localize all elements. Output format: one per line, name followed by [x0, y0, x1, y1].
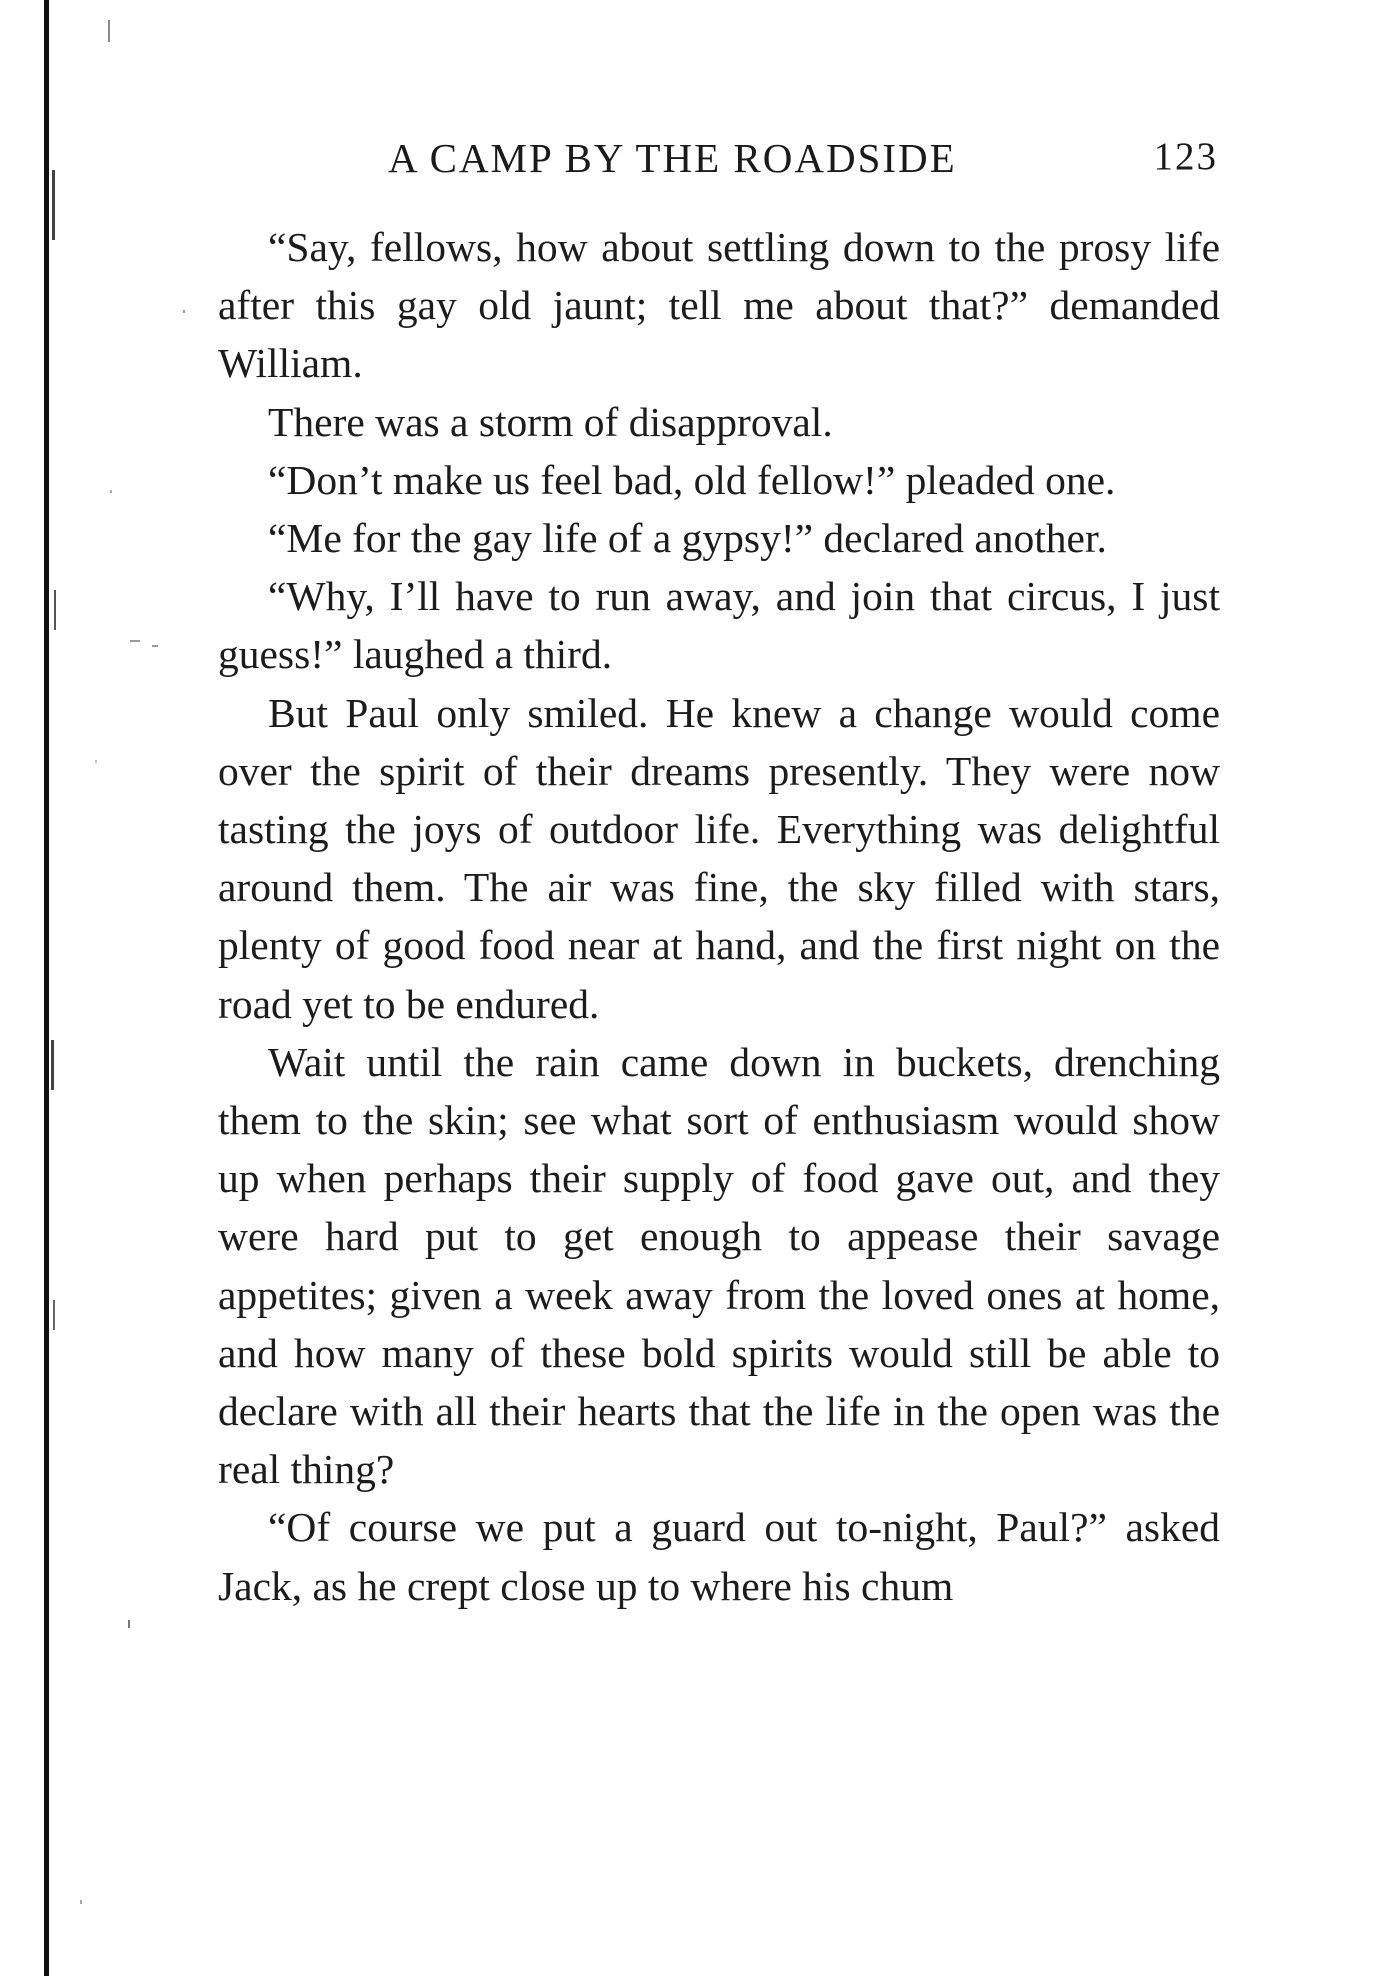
scan-specks [0, 0, 200, 1976]
paragraph: “Don’t make us feel bad, old fellow!” pleaded one. [268, 456, 1116, 503]
paragraph: Wait until the rain came down in buckets, drenching them to the skin; see what sort of enthusiasm would show up when perhaps their supply of food gave out, and they were hard put to get enough to appease their savage appetites; given a week away from the loved ones at home, and how many of these bold spirits would still be able to declare with all their hearts that the life in the open was the real thing? [218, 1038, 1220, 1493]
paragraph: There was a storm of disapproval. [268, 398, 833, 445]
body-text [218, 218, 1220, 1615]
paragraph: “Say, fellows, how about settling down to the prosy life after this gay old jaunt; tell me about that?” demanded William. [218, 224, 1220, 387]
page-number: 123 [1153, 135, 1218, 178]
paragraph: “Me for the gay life of a gypsy!” declared another. [268, 515, 1107, 562]
paragraph: “Of course we put a guard out to-night, Paul?” asked Jack, as he crept close up to where his chum [218, 1504, 1220, 1609]
running-head-title: A CAMP BY THE ROADSIDE [388, 135, 957, 181]
paragraph: But Paul only smiled. He knew a change would come over the spirit of their dreams presently. They were now tasting the joys of outdoor life. Everything was delightful around them. The air was fine, the sky filled with stars, plenty of good food near at hand, and the first night on the road yet to be endured. [218, 689, 1220, 1027]
running-head [218, 134, 1218, 194]
paragraph: “Why, I’ll have to run away, and join that circus, I just guess!” laughed a third. [218, 573, 1220, 678]
